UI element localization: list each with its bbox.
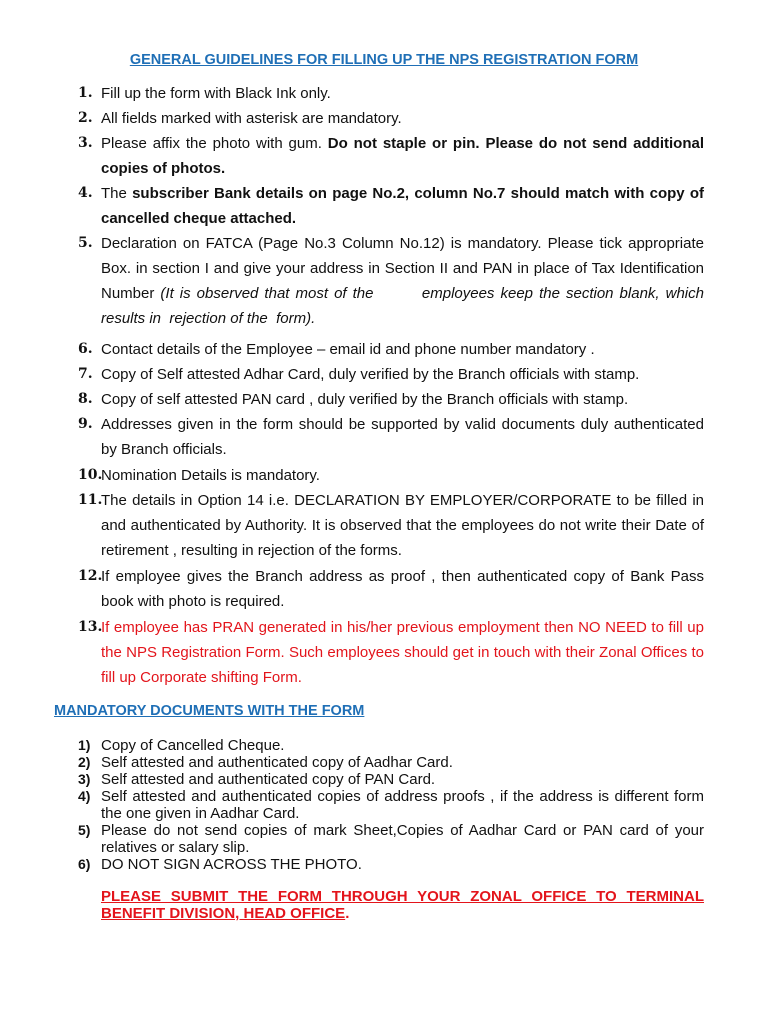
submission-note-text: PLEASE SUBMIT THE FORM THROUGH YOUR ZONAL OFFICE TO TERMINAL BENEFIT DIVISION, HEAD OFFICE [101,888,704,922]
item-text: Copy of self attested PAN card , duly verified by the Branch officials with stamp. [101,391,629,408]
item-text: Self attested and authenticated copy of PAN Card. [101,771,436,788]
item-text-plain: The [101,185,133,202]
item-number: 5) [78,822,91,838]
item-text: DO NOT SIGN ACROSS THE PHOTO. [101,856,362,873]
item-number: 4) [78,788,91,804]
item-number: 5. [78,235,93,251]
submission-note-dot: . [345,905,350,922]
guideline-item [78,488,704,563]
item-number: 3. [78,135,93,151]
item-number: 8. [78,391,93,407]
item-number: 1. [78,85,93,101]
item-text-plain: Declaration on FATCA (Page No.3 Column No.12) is mandatory. Please tick appropriate Box. in section I and give your address in Section II and PAN in place of Tax Identification Number [101,235,704,302]
item-text: Copy of Cancelled Cheque. [101,737,285,754]
item-number: 11. [78,492,103,508]
item-number: 7. [78,366,93,382]
item-text: Fill up the form with Black Ink only. [101,85,331,102]
item-text-bold: subscriber Bank details on page No.2, column No.7 should match with copy of cancelled cheque attached. [101,185,704,227]
item-text: All fields marked with asterisk are mandatory. [101,110,402,127]
item-number: 1) [78,737,91,753]
item-text [101,131,704,181]
item-number: 6) [78,856,91,872]
item-text: Please do not send copies of mark Sheet,Copies of Aadhar Card or PAN card of your relatives or salary slip. [101,822,704,856]
guideline-item [78,231,709,331]
document-item [78,856,704,873]
document-item [78,754,704,771]
guideline-item [78,131,704,181]
item-number: 10. [78,467,103,483]
item-number: 6. [78,341,93,357]
item-text: Self attested and authenticated copy of Aadhar Card. [101,754,453,771]
item-number: 3) [78,771,91,787]
guideline-item-highlight [78,615,704,690]
page-title: GENERAL GUIDELINES FOR FILLING UP THE NPS REGISTRATION FORM [129,52,639,68]
item-text: Self attested and authenticated copies of address proofs , if the address is different form the one given in Aadhar Card. [101,788,704,822]
item-number: 4. [78,185,93,201]
guideline-item [78,337,704,362]
document-item [78,788,704,822]
item-number: 2) [78,754,91,770]
guideline-item [78,106,704,131]
guideline-item [78,564,704,614]
guideline-item [78,412,704,462]
guideline-item [78,362,704,387]
guideline-item [78,181,704,231]
item-number: 13. [78,619,103,635]
submission-note [101,888,704,922]
guideline-item [78,387,704,412]
item-number: 9. [78,416,93,432]
item-text [101,181,704,231]
section-title: MANDATORY DOCUMENTS WITH THE FORM [54,703,365,719]
item-text-plain: Please affix the photo with gum. [101,135,328,152]
guideline-item [78,81,704,106]
item-text: Nomination Details is mandatory. [101,467,320,484]
item-text-italic: (It is observed that most of the employees keep the section blank, which results in rejection of the form). [101,285,709,327]
item-text: Copy of Self attested Adhar Card, duly verified by the Branch officials with stamp. [101,366,640,383]
document-item [78,771,704,788]
guideline-item [78,463,704,488]
item-text: Addresses given in the form should be supported by valid documents duly authenticated by Branch officials. [101,416,704,458]
document-item [78,737,704,754]
item-text: If employee gives the Branch address as proof , then authenticated copy of Bank Pass book with photo is required. [101,568,704,610]
item-text: If employee has PRAN generated in his/her previous employment then NO NEED to fill up the NPS Registration Form. Such employees should get in touch with their Zonal Offices to fill up Corporate shifting Form. [101,619,704,686]
item-number: 12. [78,568,103,584]
document-item [78,822,704,856]
item-text-bold: Do not staple or pin. Please do not send additional copies of photos. [101,135,704,177]
item-text: The details in Option 14 i.e. DECLARATION BY EMPLOYER/CORPORATE to be filled in and authenticated by Authority. It is observed that the employees do not write their Date of retirement , resulting in rejection of the forms. [101,492,704,559]
item-text: Contact details of the Employee – email id and phone number mandatory . [101,341,595,358]
item-number: 2. [78,110,93,126]
item-text [101,231,709,331]
